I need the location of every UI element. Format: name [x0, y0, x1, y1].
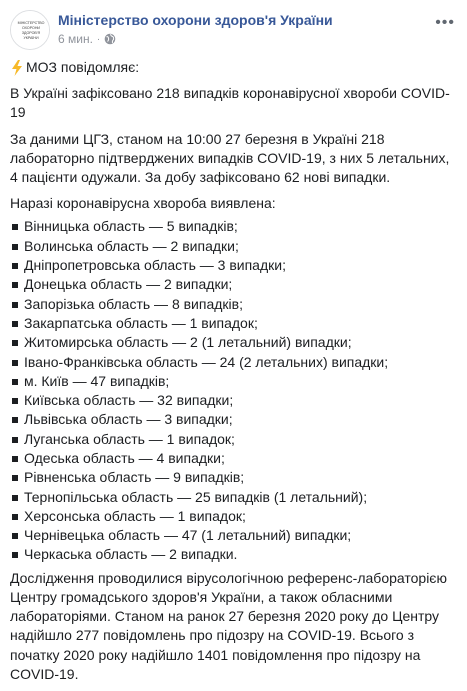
list-item [10, 256, 455, 275]
bullet-icon [12, 437, 18, 443]
region-text: Івано-Франківська область — 24 (2 летальних) випадки; [24, 353, 389, 370]
list-item [10, 353, 455, 372]
region-text: Дніпропетровська область — 3 випадки; [24, 257, 286, 274]
region-text: Херсонська область — 1 випадок; [24, 507, 246, 524]
bullet-icon [12, 417, 18, 423]
region-text: Одеська область — 4 випадки; [24, 449, 225, 466]
bullet-icon [12, 456, 18, 462]
list-item [10, 545, 455, 564]
list-item [10, 488, 455, 507]
region-text: Рівненська область — 9 випадків; [24, 469, 245, 486]
list-item [10, 295, 455, 314]
region-text: Львівська область — 3 випадки; [24, 411, 233, 428]
bullet-icon [12, 244, 18, 250]
region-text: Київська область — 32 випадки; [24, 392, 234, 409]
region-text: Черкаська область — 2 випадки. [24, 546, 238, 563]
page-name-link[interactable]: Міністерство охорони здоров'я України [58, 12, 333, 28]
bullet-icon [12, 224, 18, 230]
region-text: Донецька область — 2 випадки; [24, 276, 233, 293]
list-item [10, 526, 455, 545]
avatar-line-4: УКРАЇНИ [23, 36, 39, 40]
list-item [10, 449, 455, 468]
list-item [10, 275, 455, 294]
regions-list [10, 217, 455, 564]
list-item [10, 468, 455, 487]
bullet-icon [12, 263, 18, 269]
list-item [10, 430, 455, 449]
post-meta [58, 32, 116, 46]
region-text: Запорізька область — 8 випадків; [24, 295, 243, 312]
bullet-icon [12, 514, 18, 520]
more-options-icon[interactable]: ••• [435, 14, 455, 31]
post-time[interactable]: 6 мин. [58, 32, 93, 46]
list-item [10, 237, 455, 256]
list-item [10, 391, 455, 410]
post-paragraph-1: В Україні зафіксовано 218 випадків коронавірусної хвороби COVID-19 [10, 85, 450, 121]
bullet-icon [12, 340, 18, 346]
region-text: Житомирська область — 2 (1 летальний) випадки; [24, 334, 352, 351]
list-item [10, 333, 455, 352]
bullet-icon [12, 495, 18, 501]
post-body [10, 58, 455, 691]
globe-icon[interactable] [104, 33, 116, 45]
post-paragraph-final: Дослідження проводилися вірусологічною референс-лабораторією Центру громадського здоров'я України, а також обласними лабораторіями. Станом на ранок 27 березня 2020 року до Центру надійшло 277 повідомлень про підозру на COVID-19. Всього з початку 2020 року надійшло 1401 повідомлення про підозру на COVID-19. [10, 569, 447, 682]
region-text: Вінницька область — 5 випадків; [24, 218, 238, 235]
avatar-line-1: МІНІСТЕРСТВО [17, 21, 45, 25]
list-item [10, 372, 455, 391]
post-paragraph-2: За даними ЦГЗ, станом на 10:00 27 березня в Україні 218 лабораторно підтверджених випадків COVID-19, з них 5 летальних, 4 пацієнти одужали. За добу зафіксовано 62 нові випадки. [10, 130, 450, 186]
region-text: м. Київ — 47 випадків; [24, 372, 170, 389]
post-lead [10, 58, 455, 77]
post-header [10, 10, 457, 50]
bullet-icon [12, 475, 18, 481]
bullet-icon [12, 379, 18, 385]
list-item [10, 507, 455, 526]
post-regions-intro: Наразі коронавірусна хвороба виявлена: [10, 195, 276, 212]
bullet-icon [12, 360, 18, 366]
page-avatar[interactable] [10, 10, 50, 50]
list-item [10, 217, 455, 236]
list-item [10, 410, 455, 429]
bullet-icon [12, 398, 18, 404]
list-item [10, 314, 455, 333]
bullet-icon [12, 552, 18, 558]
ministry-logo-icon [11, 11, 50, 50]
region-text: Закарпатська область — 1 випадок; [24, 314, 258, 331]
avatar-line-2: ОХОРОНИ [22, 26, 40, 30]
post-lead-text: МОЗ повідомляє: [26, 59, 140, 75]
bullet-icon [12, 533, 18, 539]
bullet-icon [12, 321, 18, 327]
avatar-line-3: ЗДОРОВ'Я [21, 31, 41, 35]
region-text: Луганська область — 1 випадок; [24, 430, 235, 447]
region-text: Волинська область — 2 випадки; [24, 237, 239, 254]
region-text: Чернівецька область — 47 (1 летальний) випадки; [24, 527, 352, 544]
bullet-icon [12, 282, 18, 288]
bullet-icon [12, 302, 18, 308]
lightning-bolt-icon [10, 60, 24, 76]
region-text: Тернопільська область — 25 випадків (1 летальний); [24, 488, 368, 505]
meta-separator: · [96, 33, 101, 45]
